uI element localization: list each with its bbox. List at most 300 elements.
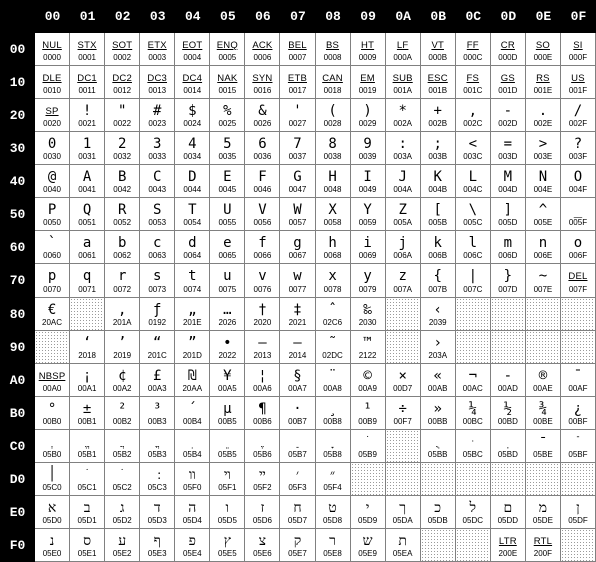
unicode-code: 05D3: [147, 515, 167, 525]
character-cell: [421, 430, 456, 463]
character-cell: [456, 165, 491, 198]
character-cell: [245, 264, 280, 297]
character-cell: [245, 463, 280, 496]
unicode-code: 0037: [288, 152, 307, 162]
character-cell: [35, 99, 70, 132]
character-glyph: EM: [360, 73, 375, 85]
character-glyph: 0: [47, 136, 57, 153]
character-cell: [421, 298, 456, 331]
character-cell: [386, 132, 421, 165]
character-glyph: [105, 434, 139, 450]
character-glyph: H: [328, 169, 337, 186]
character-cell: [245, 132, 280, 165]
character-cell: [386, 364, 421, 397]
character-glyph: ך: [399, 499, 407, 516]
character-cell: [280, 331, 315, 364]
character-glyph: ¿: [573, 400, 583, 417]
character-glyph: CR: [500, 40, 515, 51]
empty-cell: [70, 298, 105, 331]
character-glyph: ETX: [147, 40, 167, 51]
empty-cell: [456, 463, 491, 496]
unicode-code: 006B: [428, 251, 448, 261]
character-cell: [421, 33, 456, 66]
unicode-code: 004F: [568, 185, 588, 195]
character-glyph: ‹: [433, 301, 442, 318]
unicode-code: 0031: [78, 152, 96, 162]
unicode-code: 006D: [498, 251, 518, 261]
column-header: 07: [280, 0, 315, 33]
character-cell: [351, 66, 386, 99]
character-cell: [386, 165, 421, 198]
unicode-code: 0006: [253, 53, 272, 63]
character-glyph: ˆ: [328, 301, 337, 318]
unicode-code: 05E1: [77, 549, 97, 558]
character-glyph: N: [538, 169, 548, 186]
character-cell: [561, 165, 596, 198]
character-glyph: d: [188, 235, 197, 252]
unicode-code: 0062: [113, 251, 132, 261]
character-cell: [105, 397, 140, 430]
character-glyph: ³: [153, 400, 162, 417]
unicode-code: 0041: [78, 185, 96, 195]
unicode-code: 0026: [253, 119, 272, 129]
unicode-code: 00AD: [497, 383, 518, 393]
unicode-code: 000E: [533, 53, 553, 63]
character-glyph: C: [153, 169, 162, 186]
character-cell: [140, 99, 175, 132]
character-glyph: @: [47, 169, 57, 186]
unicode-code: 002E: [533, 119, 553, 129]
character-cell: [316, 33, 351, 66]
character-glyph: GS: [500, 73, 515, 85]
unicode-code: 005B: [428, 218, 448, 228]
character-glyph: [70, 434, 104, 450]
unicode-code: 0045: [218, 185, 237, 195]
character-glyph: ה: [188, 499, 197, 516]
row-header: 40: [0, 165, 35, 198]
character-glyph: y: [363, 268, 372, 285]
unicode-code: 0032: [113, 152, 132, 162]
character-glyph: מ: [538, 499, 548, 516]
unicode-code: 00B4: [182, 416, 202, 426]
unicode-code: 003D: [498, 152, 518, 162]
character-glyph: F: [258, 169, 267, 186]
character-glyph: FF: [466, 40, 479, 51]
character-glyph: ™: [363, 334, 372, 351]
unicode-code: 00A7: [288, 383, 307, 393]
empty-cell: [351, 463, 386, 496]
unicode-code: 0029: [358, 119, 377, 129]
row-header: 60: [0, 231, 35, 264]
unicode-code: 005D: [498, 218, 518, 228]
character-glyph: µ: [223, 400, 232, 417]
unicode-code: 0021: [78, 119, 96, 129]
character-cell: [35, 198, 70, 231]
character-glyph: ’: [117, 334, 127, 351]
character-glyph: ¦: [258, 367, 267, 384]
character-cell: [316, 529, 351, 562]
unicode-code: 003A: [393, 152, 412, 162]
character-cell: [105, 463, 140, 496]
unicode-code: 05D8: [322, 515, 343, 525]
character-cell: [140, 298, 175, 331]
character-cell: [561, 430, 596, 463]
unicode-code: 001F: [568, 86, 588, 96]
character-glyph: RTL: [533, 535, 553, 547]
character-glyph: ˜: [328, 334, 337, 351]
unicode-code: 00BD: [497, 416, 518, 426]
character-glyph: [351, 434, 385, 450]
character-glyph: NUL: [42, 40, 62, 51]
unicode-code: 05D7: [287, 515, 308, 525]
character-glyph: [316, 434, 350, 450]
character-glyph: ¹: [363, 400, 372, 417]
character-cell: [35, 231, 70, 264]
unicode-code: 0015: [218, 86, 237, 96]
character-cell: [70, 430, 105, 463]
character-cell: [105, 99, 140, 132]
character-glyph: \: [468, 202, 477, 219]
character-glyph: O: [573, 169, 583, 186]
unicode-code: 0069: [358, 251, 377, 261]
unicode-code: 05F1: [218, 482, 237, 492]
unicode-code: 003E: [533, 152, 553, 162]
character-cell: [280, 298, 315, 331]
unicode-code: 00D7: [393, 383, 413, 393]
character-glyph: £: [153, 367, 162, 384]
unicode-code: 05E4: [182, 549, 202, 558]
character-cell: [35, 165, 70, 198]
character-glyph: x: [328, 268, 337, 285]
character-cell: [245, 33, 280, 66]
character-cell: [421, 397, 456, 430]
character-glyph: SI: [573, 40, 583, 51]
character-glyph: HT: [361, 40, 375, 51]
empty-cell: [421, 463, 456, 496]
unicode-code: 0024: [183, 119, 202, 129]
unicode-code: 2018: [78, 350, 96, 360]
unicode-code: 0036: [253, 152, 272, 162]
unicode-code: 0059: [358, 218, 377, 228]
unicode-code: 0017: [288, 86, 307, 96]
character-cell: [316, 99, 351, 132]
character-glyph: ±: [82, 400, 92, 417]
unicode-code: 005A: [393, 218, 412, 228]
character-cell: [105, 430, 140, 463]
unicode-code: 05E2: [112, 549, 132, 558]
character-glyph: ‡: [293, 301, 302, 318]
character-cell: [105, 66, 140, 99]
unicode-code: 0003: [148, 53, 167, 63]
unicode-code: 0008: [323, 53, 342, 63]
character-cell: [140, 496, 175, 529]
unicode-code: 00AE: [533, 383, 553, 393]
character-cell: [386, 198, 421, 231]
character-cell: [316, 165, 351, 198]
unicode-code: 05B8: [323, 449, 342, 459]
row-header: F0: [0, 529, 35, 562]
character-glyph: J: [398, 169, 407, 186]
character-cell: [456, 33, 491, 66]
character-cell: [245, 66, 280, 99]
unicode-code: 0005: [218, 53, 237, 63]
character-cell: [561, 364, 596, 397]
character-cell: [351, 364, 386, 397]
unicode-code: 006A: [393, 251, 412, 261]
character-cell: [561, 397, 596, 430]
character-glyph: a: [82, 235, 92, 252]
character-glyph: .: [538, 103, 548, 120]
character-glyph: v: [258, 268, 267, 285]
unicode-code: 0014: [183, 86, 202, 96]
character-cell: [526, 99, 561, 132]
character-cell: [175, 99, 210, 132]
unicode-code: 0076: [253, 284, 272, 294]
unicode-code: 0034: [183, 152, 202, 162]
character-cell: [351, 331, 386, 364]
character-glyph: –: [258, 334, 267, 351]
character-glyph: A: [82, 169, 92, 186]
unicode-code: 201D: [182, 350, 202, 360]
character-cell: [140, 33, 175, 66]
character-cell: [105, 165, 140, 198]
unicode-code: 05D2: [112, 515, 132, 525]
character-glyph: r: [117, 268, 127, 285]
character-cell: [421, 331, 456, 364]
character-glyph: NBSP: [38, 370, 66, 382]
row-header: B0: [0, 397, 35, 430]
character-cell: [175, 33, 210, 66]
character-cell: [140, 264, 175, 297]
unicode-code: 007B: [428, 284, 448, 294]
character-cell: [70, 66, 105, 99]
character-cell: [561, 99, 596, 132]
unicode-code: 003C: [463, 152, 483, 162]
unicode-code: 0039: [358, 152, 377, 162]
unicode-code: 201A: [112, 317, 132, 327]
character-glyph: ENQ: [216, 40, 238, 51]
character-glyph: T: [188, 202, 197, 219]
unicode-code: 05F0: [183, 482, 202, 492]
empty-cell: [421, 529, 456, 562]
unicode-code: 0028: [323, 119, 342, 129]
unicode-code: 0047: [288, 185, 307, 195]
unicode-code: 0063: [148, 251, 167, 261]
character-cell: [421, 165, 456, 198]
unicode-code: 05C0: [42, 482, 62, 492]
character-glyph: —: [293, 334, 302, 351]
unicode-code: 007A: [393, 284, 412, 294]
character-cell: [316, 430, 351, 463]
character-glyph: ¥: [223, 367, 232, 384]
character-glyph: ›: [433, 334, 442, 351]
character-glyph: ,: [468, 103, 477, 120]
unicode-code: 002B: [428, 119, 448, 129]
character-cell: [351, 298, 386, 331]
character-glyph: ": [117, 103, 127, 120]
unicode-code: 0042: [113, 185, 132, 195]
unicode-code: 05E5: [218, 549, 237, 558]
character-glyph: FS: [466, 73, 480, 85]
row-header: 80: [0, 298, 35, 331]
character-cell: [561, 496, 596, 529]
unicode-code: 0013: [148, 86, 167, 96]
unicode-code: 00A8: [323, 383, 342, 393]
character-cell: [210, 496, 245, 529]
character-glyph: m: [503, 235, 513, 252]
character-glyph: ם: [503, 499, 513, 516]
character-cell: [210, 33, 245, 66]
empty-cell: [491, 298, 526, 331]
character-cell: [175, 430, 210, 463]
character-cell: [280, 231, 315, 264]
character-cell: [245, 298, 280, 331]
unicode-code: 05C3: [147, 482, 167, 492]
character-cell: [210, 66, 245, 99]
character-cell: [280, 397, 315, 430]
unicode-code: 05B2: [112, 449, 132, 459]
unicode-code: 05BB: [427, 449, 448, 459]
character-cell: [351, 165, 386, 198]
character-glyph: ט: [328, 499, 337, 516]
unicode-code: 006C: [463, 251, 483, 261]
character-glyph: SOT: [112, 40, 133, 51]
character-cell: [386, 529, 421, 562]
character-cell: [35, 66, 70, 99]
character-glyph: %: [223, 103, 232, 120]
character-cell: [526, 165, 561, 198]
character-glyph: ו: [225, 499, 230, 516]
character-cell: [421, 364, 456, 397]
empty-cell: [526, 463, 561, 496]
column-header: 0A: [386, 0, 421, 33]
character-glyph: [105, 467, 139, 483]
unicode-code: 200E: [498, 549, 518, 558]
character-glyph: ÷: [398, 400, 407, 417]
character-cell: [70, 364, 105, 397]
character-cell: [561, 33, 596, 66]
character-glyph: ש: [362, 532, 373, 549]
character-glyph: ': [293, 103, 302, 120]
character-cell: [140, 397, 175, 430]
character-glyph: |: [468, 268, 477, 285]
unicode-code: 05B6: [253, 449, 272, 459]
column-header: 01: [70, 0, 105, 33]
character-glyph: 5: [223, 136, 232, 153]
character-cell: [351, 397, 386, 430]
character-glyph: M: [503, 169, 513, 186]
character-glyph: ל: [469, 499, 477, 516]
unicode-code: 0025: [218, 119, 237, 129]
unicode-code: 0066: [253, 251, 272, 261]
character-cell: [280, 198, 315, 231]
unicode-code: 02DC: [322, 350, 343, 360]
character-glyph: >: [538, 136, 548, 153]
character-glyph: K: [433, 169, 442, 186]
character-cell: [280, 364, 315, 397]
unicode-code: 0019: [358, 86, 377, 96]
character-cell: [280, 33, 315, 66]
column-header: 02: [105, 0, 140, 33]
character-cell: [70, 496, 105, 529]
character-cell: [456, 364, 491, 397]
character-glyph: °: [47, 400, 57, 417]
character-glyph: P: [47, 202, 57, 219]
character-cell: [386, 231, 421, 264]
unicode-code: 05DD: [497, 515, 519, 525]
character-cell: [245, 99, 280, 132]
character-glyph: {: [433, 268, 442, 285]
character-cell: [456, 231, 491, 264]
unicode-code: 05B7: [288, 449, 307, 459]
unicode-code: 0033: [148, 152, 167, 162]
unicode-code: 0043: [148, 185, 167, 195]
character-glyph: u: [223, 268, 232, 285]
character-cell: [491, 496, 526, 529]
unicode-code: 0052: [113, 218, 132, 228]
unicode-code: 0054: [183, 218, 202, 228]
unicode-code: 0075: [218, 284, 237, 294]
unicode-code: 05BD: [497, 449, 518, 459]
character-glyph: DC4: [182, 73, 203, 85]
character-glyph: ): [363, 103, 372, 120]
character-cell: [561, 198, 596, 231]
character-cell: [561, 66, 596, 99]
character-cell: [70, 331, 105, 364]
empty-cell: [561, 298, 596, 331]
character-glyph: ח: [293, 499, 302, 516]
unicode-code: 200F: [533, 549, 553, 558]
character-cell: [491, 397, 526, 430]
character-cell: [491, 231, 526, 264]
character-cell: [210, 529, 245, 562]
unicode-code: 2021: [288, 317, 307, 327]
unicode-code: 05DE: [532, 515, 553, 525]
character-glyph: =: [503, 136, 513, 153]
character-cell: [140, 132, 175, 165]
unicode-code: 00A0: [42, 383, 62, 393]
character-cell: [105, 331, 140, 364]
unicode-code: 005C: [463, 218, 483, 228]
character-cell: [421, 66, 456, 99]
unicode-code: 002A: [393, 119, 412, 129]
character-glyph: CAN: [322, 73, 343, 85]
character-glyph: ¡: [82, 367, 92, 384]
unicode-code: 0040: [43, 185, 61, 195]
character-cell: [316, 463, 351, 496]
character-glyph: ]: [503, 202, 513, 219]
character-cell: [210, 264, 245, 297]
character-glyph: NAK: [217, 73, 238, 85]
character-cell: [140, 231, 175, 264]
character-cell: [245, 165, 280, 198]
character-glyph: D: [188, 169, 197, 186]
character-cell: [526, 132, 561, 165]
empty-cell: [526, 331, 561, 364]
character-cell: [245, 496, 280, 529]
unicode-code: 007F: [568, 284, 588, 294]
unicode-code: 0027: [288, 119, 307, 129]
character-glyph: $: [188, 103, 197, 120]
unicode-code: 006F: [568, 251, 588, 261]
character-glyph: ״: [329, 466, 336, 483]
unicode-code: 0046: [253, 185, 272, 195]
unicode-code: 0078: [323, 284, 342, 294]
character-cell: [105, 33, 140, 66]
empty-cell: [386, 430, 421, 463]
unicode-code: 05E9: [358, 549, 377, 558]
character-glyph: Y: [363, 202, 372, 219]
